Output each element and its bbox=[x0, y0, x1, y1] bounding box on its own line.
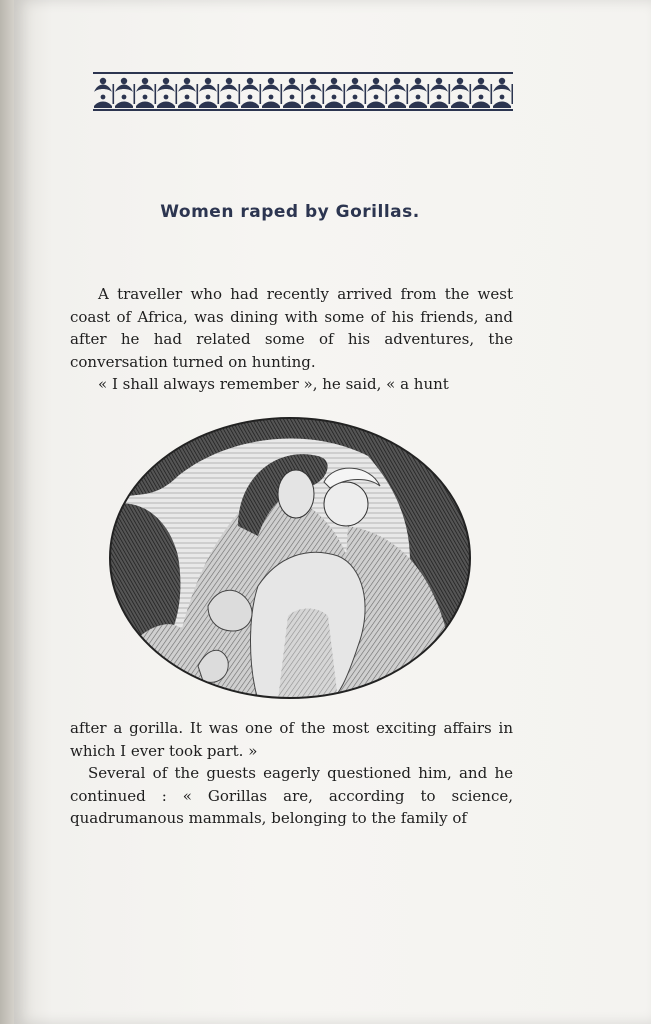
ornament-motif bbox=[493, 78, 513, 108]
ornament-motif bbox=[430, 78, 450, 108]
ornament-motif bbox=[157, 78, 177, 108]
paragraph: Several of the guests eagerly questioned him, and he continued : « Gorillas are, according to science, quadrumanous mammals, belonging to the family of bbox=[70, 764, 513, 827]
ornament-motif bbox=[199, 78, 219, 108]
ornament-motif bbox=[304, 78, 324, 108]
ornament-motif bbox=[409, 78, 429, 108]
ornament-motif bbox=[325, 78, 345, 108]
ornament-motif bbox=[472, 78, 492, 108]
engraving-illustration bbox=[108, 416, 472, 700]
paragraph: « I shall always remember », he said, « a hunt bbox=[98, 375, 449, 393]
ornament-motif bbox=[178, 78, 198, 108]
ornament-motif bbox=[241, 78, 261, 108]
ornament-motif bbox=[115, 78, 135, 108]
ornament-motif bbox=[283, 78, 303, 108]
body-text-top bbox=[70, 283, 513, 396]
ornament-motif bbox=[388, 78, 408, 108]
ornament-motif bbox=[451, 78, 471, 108]
ornament-motif bbox=[94, 78, 114, 108]
chapter-title: Women raped by Gorillas. bbox=[160, 202, 420, 222]
ornament-motif bbox=[367, 78, 387, 108]
book-gutter bbox=[0, 0, 14, 1024]
decorative-header-border bbox=[93, 70, 513, 114]
ornament-motif bbox=[346, 78, 366, 108]
ornament-motif bbox=[262, 78, 282, 108]
ornament-motif bbox=[136, 78, 156, 108]
body-text-bottom bbox=[70, 717, 513, 830]
paragraph: A traveller who had recently arrived from the west coast of Africa, was dining with some of his friends, and after he had related some of his adventures, the conversation turned on hunting. bbox=[70, 285, 513, 371]
paragraph: after a gorilla. It was one of the most exciting affairs in which I ever took part. » bbox=[70, 719, 513, 760]
ornament-motif bbox=[220, 78, 240, 108]
